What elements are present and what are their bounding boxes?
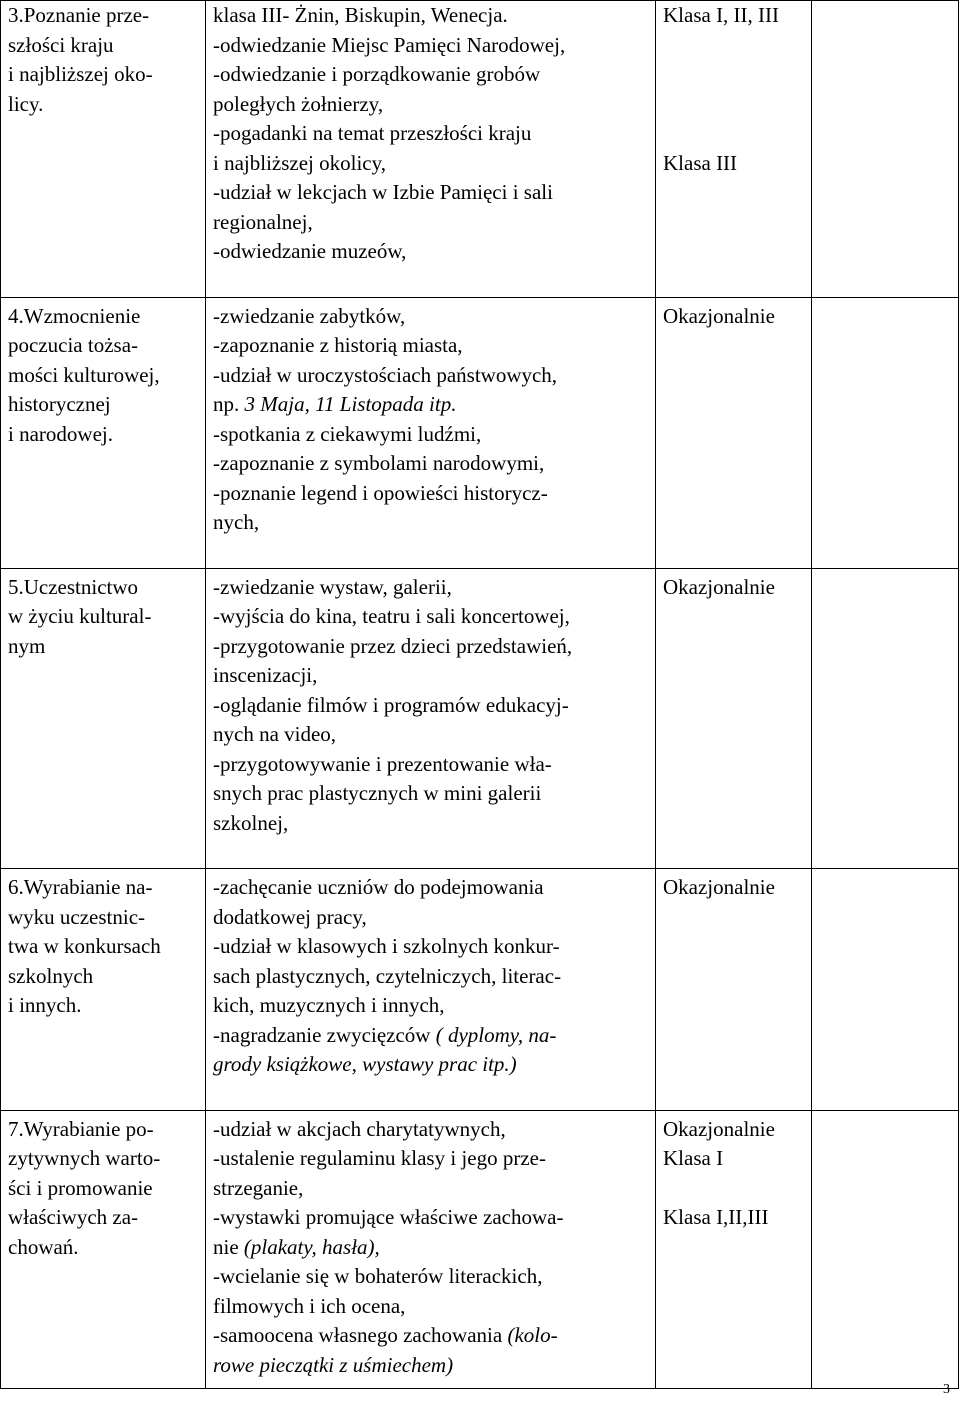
activities-cell [206,297,656,568]
table-row [1,869,959,1111]
term-text: Okazjonalnie [663,574,775,599]
activities-cell [206,869,656,1111]
activities-text [213,1262,651,1380]
term-text: Klasa III [663,150,738,175]
term-cell [656,869,812,1111]
activities-text [213,302,651,420]
activities-text-part: -zachęcanie uczniów do podejmowania dodatkowej pracy, -udział w klasowych i szkolnych konkur- sach plastycznych, czytelniczych, literac- kich, muzycznych i innych, -nagradzanie zwycięzców [213,875,562,1047]
activities-cell [206,1110,656,1389]
goal-text: 3.Poznanie prze- szłości kraju i najbliższej oko- licy. [8,3,153,116]
goal-text: 6.Wyrabianie na- wyku uczestnic- twa w konkursach szkolnych i innych. [8,875,161,1017]
activities-cell [206,568,656,869]
goal-cell [1,1110,206,1389]
table-row [1,568,959,869]
activities-text [213,873,651,1080]
term-cell [656,1,812,298]
goal-text: 7.Wyrabianie po- zytywnych warto- ści i promowanie właściwych za- chowań. [8,1116,161,1259]
page-number: 3 [943,1382,950,1397]
activities-italic-text: (kolo- rowe pieczątki z uśmiechem) [213,1323,558,1377]
notes-cell [812,297,959,568]
goal-cell [1,1,206,298]
term-cell [656,297,812,568]
term-text: Klasa I,II,III [663,1204,769,1229]
term-cell [656,568,812,869]
activities-text [213,1115,651,1263]
term-text: Klasa I, II, III [663,3,780,27]
activities-text-part: -udział w akcjach charytatywnych, -ustalenie regulaminu klasy i jego prze- strzeganie, -wystawki promujące właściwe zachowa- nie [213,1116,564,1259]
activities-text: -zwiedzanie wystaw, galerii, -wyjścia do kina, teatru i sali koncertowej, -przygotowanie przez dzieci przedstawień, inscenizacji, -oglądanie filmów i programów edukacyj- nych na video, -przygotowywanie i prezentowanie wła- snych prac plastycznych w mini galerii szkolnej, [213,574,573,835]
activities-text-part: -wcielanie się w bohaterów literackich, filmowych i ich ocena, -samoocena własnego zachowania [213,1264,543,1347]
table-row [1,297,959,568]
term-cell [656,1110,812,1389]
notes-cell [812,568,959,869]
table-row [1,1110,959,1389]
term-text: Okazjonalnie [663,303,775,328]
activities-italic-text: (plakaty, hasła), [243,1234,380,1259]
goal-cell [1,297,206,568]
goal-text: 4.Wzmocnienie poczucia tożsa- mości kulturowej, historycznej i narodowej. [8,303,160,446]
activities-cell [206,1,656,298]
notes-cell [812,1,959,298]
activities-text-part: -zwiedzanie zabytków, -zapoznanie z historią miasta, -udział w uroczystościach państwowych, np. [213,303,558,416]
goal-text: 5.Uczestnictwo w życiu kultural- nym [8,574,152,658]
notes-cell [812,869,959,1111]
activities-italic-text: ( dyplomy, na- grody książkowe, wystawy prac itp.) [213,1022,557,1076]
notes-cell [812,1110,959,1389]
goal-cell [1,869,206,1111]
activities-text: -spotkania z ciekawymi ludźmi, -zapoznanie z symbolami narodowymi, -poznanie legend i opowieści historycz- nych, [213,421,548,534]
table-row [1,1,959,298]
term-text: Okazjonalnie Klasa I [663,1116,775,1170]
activities-italic-text: 3 Maja, 11 Listopada itp. [244,392,457,416]
activities-text: klasa III- Żnin, Biskupin, Wenecja. -odwiedzanie Miejsc Pamięci Narodowej, -odwiedzanie i porządkowanie grobów poległych żołnierzy, -pogadanki na temat przeszłości kraju i najbliższej okolicy, -udział w lekcjach w Izbie Pamięci i sali regionalnej, -odwiedzanie muzeów, [213,3,566,263]
term-text: Okazjonalnie [663,875,775,899]
goal-cell [1,568,206,869]
